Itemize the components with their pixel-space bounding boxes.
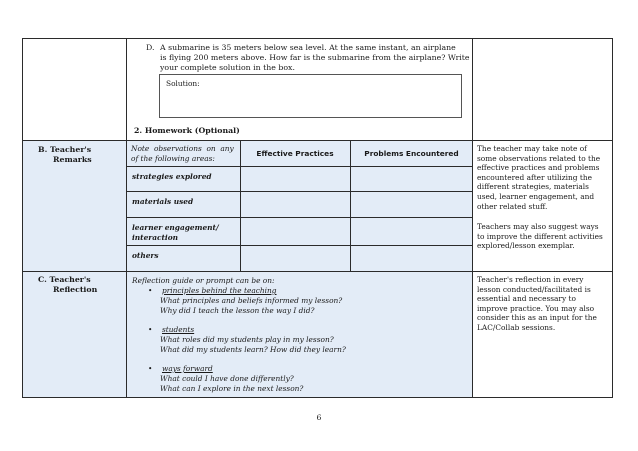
bullet-3: • <box>148 364 153 373</box>
remarks-note-line2: of the following areas: <box>131 154 215 163</box>
reflection-side-note: Teacher's reflection in every lesson conducted/facilitated is essential and necessary to improve practice. You may also consider this as an input for the LAC/Collab sessions. <box>477 275 597 332</box>
row-materials: materials used <box>132 197 194 206</box>
item-principles-heading: principles behind the teaching <box>162 286 277 295</box>
homework-label: 2. Homework (Optional) <box>134 126 240 135</box>
row-engagement-1: learner engagement/ <box>132 223 219 232</box>
guide-intro: Reflection guide or prompt can be on: <box>132 276 275 285</box>
reflection-label-line1: C. Teacher's <box>38 275 91 284</box>
remarks-side-note-1: The teacher may take note of some observations related to the effective practices and problems encountered after utilizing the different strategies, materials used, learner engagement, and other related stuff. <box>477 144 601 211</box>
row-others: others <box>132 251 159 260</box>
item-ways-heading: ways forward <box>162 364 213 373</box>
item-principles-q2: Why did I teach the lesson the way I did? <box>160 306 315 315</box>
solution-label: Solution: <box>166 79 200 88</box>
question-line-3: your complete solution in the box. <box>160 63 295 72</box>
item-students-q2: What did my students learn? How did they learn? <box>160 345 346 354</box>
item-ways-q1: What could I have done differently? <box>160 374 294 383</box>
remarks-label-line2: Remarks <box>53 155 92 164</box>
solution-box[interactable] <box>159 74 462 118</box>
item-students-q1: What roles did my students play in my lesson? <box>160 335 334 344</box>
question-line-1: A submarine is 35 meters below sea level. At the same instant, an airplane <box>160 43 456 52</box>
row-engagement-2: interaction <box>132 233 179 242</box>
item-principles-q1: What principles and beliefs informed my lesson? <box>160 296 343 305</box>
row-strategies: strategies explored <box>132 172 212 181</box>
remarks-side-note-2: Teachers may also suggest ways to improve the different activities explored/lesson exemplar. <box>477 222 603 251</box>
question-letter: D. <box>146 43 155 52</box>
question-line-2: is flying 200 meters above. How far is the submarine from the airplane? Write <box>160 53 470 62</box>
reflection-label-line2: Reflection <box>53 285 98 294</box>
page-number: 6 <box>316 413 322 422</box>
bullet-1: • <box>148 286 153 295</box>
item-students-heading: students <box>162 325 195 334</box>
col-effective-header: Effective Practices <box>256 149 334 158</box>
col-problems-header: Problems Encountered <box>364 149 459 158</box>
remarks-label-line1: B. Teacher's <box>38 145 92 154</box>
bullet-2: • <box>148 325 153 334</box>
item-ways-q2: What can I explore in the next lesson? <box>160 384 304 393</box>
remarks-note-line1: Note observations on any <box>131 144 234 153</box>
